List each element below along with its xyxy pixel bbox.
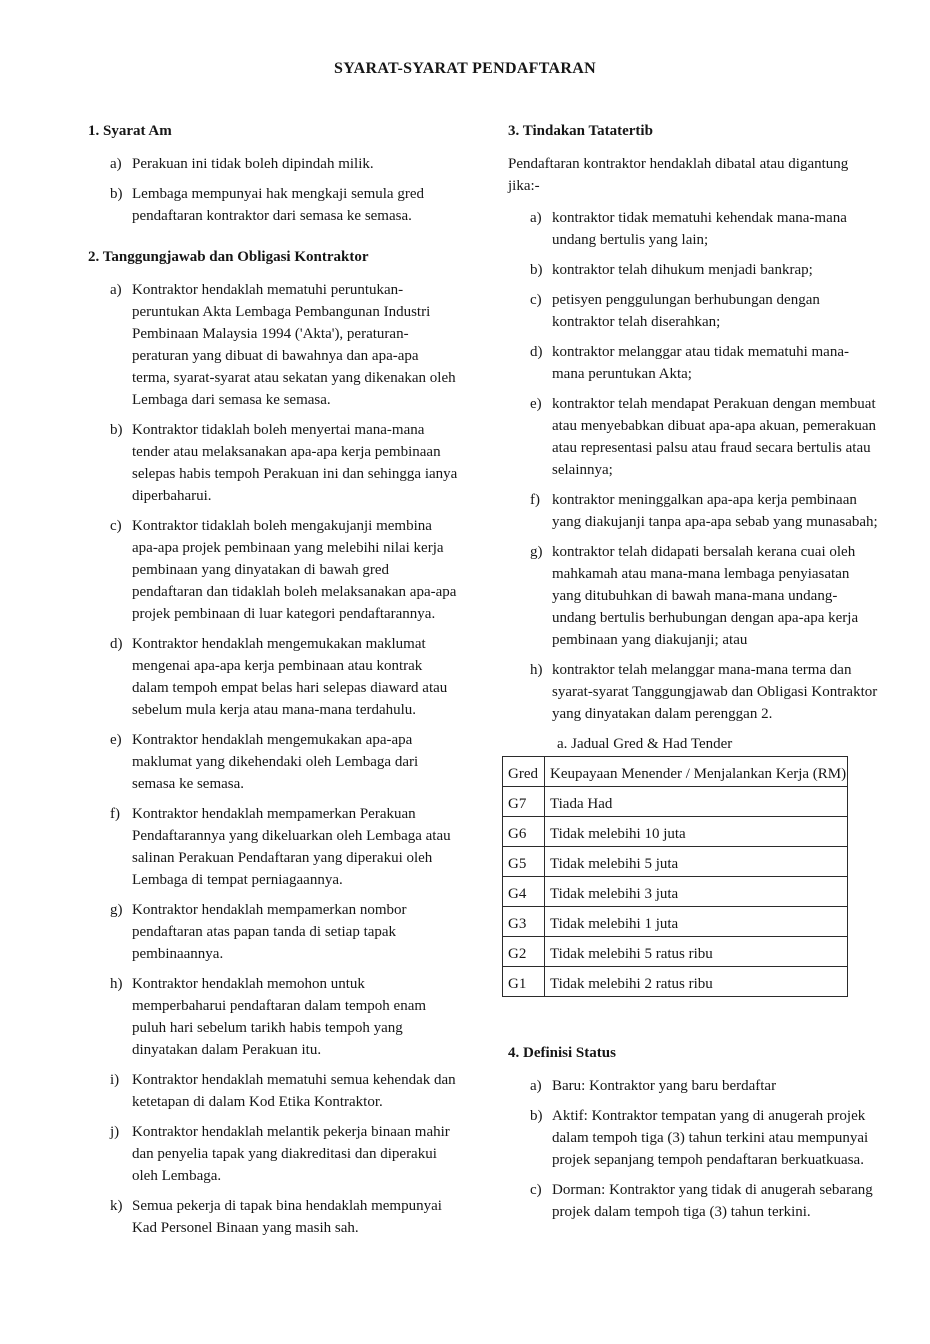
item-marker: d): [110, 636, 123, 652]
list-item: [508, 1105, 880, 1171]
list-item: [508, 1075, 880, 1097]
left-column: [88, 120, 460, 1247]
list-item: [508, 393, 880, 481]
grade-table-header-row: [503, 757, 848, 787]
item-text: petisyen penggulungan berhubungan dengan kontraktor telah diserahkan;: [552, 292, 820, 330]
list-item: [88, 1195, 460, 1239]
item-text: Kontraktor hendaklah mematuhi semua kehendak dan ketetapan di dalam Kod Etika Kontraktor.: [132, 1072, 456, 1110]
item-marker: h): [530, 662, 543, 678]
had-cell: Tidak melebihi 2 ratus ribu: [545, 967, 848, 997]
section-heading-syarat-am: 1. Syarat Am: [88, 123, 172, 139]
section-heading-tanggungjawab: 2. Tanggungjawab dan Obligasi Kontraktor: [88, 249, 369, 265]
had-cell: Tidak melebihi 5 ratus ribu: [545, 937, 848, 967]
list-item: [88, 633, 460, 721]
item-text: Kontraktor hendaklah mempamerkan Perakuan Pendaftarannya yang dikeluarkan oleh Lembaga atau salinan Perakuan Pendaftaran yang diperakui oleh Lembaga di tempat perniagaannya.: [132, 806, 451, 888]
item-text: Kontraktor hendaklah mematuhi peruntukan-peruntukan Akta Lembaga Pembangunan Industri Pembinaan Malaysia 1994 ('Akta'), peraturan-peraturan yang dibuat di bawahnya dan apa-apa terma, syarat-syarat atau sekatan yang dikenakan oleh Lembaga dari semasa ke semasa.: [132, 282, 456, 408]
tindakan-intro: Pendaftaran kontraktor hendaklah dibatal atau digantung jika:-: [508, 156, 849, 194]
item-marker: b): [530, 1108, 543, 1124]
item-marker: g): [530, 544, 543, 560]
item-marker: b): [110, 186, 123, 202]
item-marker: b): [110, 422, 123, 438]
had-cell: Tidak melebihi 1 juta: [545, 907, 848, 937]
tanggungjawab-items: [88, 279, 460, 1239]
had-cell: Tidak melebihi 5 juta: [545, 847, 848, 877]
grade-table: [502, 756, 848, 997]
table-row: [503, 907, 848, 937]
item-marker: h): [110, 976, 123, 992]
page-title: SYARAT-SYARAT PENDAFTARAN: [334, 60, 596, 77]
list-item: [88, 515, 460, 625]
item-text: kontraktor telah didapati bersalah kerana cuai oleh mahkamah atau mana-mana lembaga penyiasatan yang ditubuhkan di bawah mana-mana undang-undang bertulis berhubungan dengan apa-apa kerja pembinaan yang diakujanji; atau: [552, 544, 859, 648]
list-item: [508, 259, 880, 281]
item-text: Kontraktor hendaklah melantik pekerja binaan mahir dan penyelia tapak yang diakreditasi dan diperakui oleh Lembaga.: [132, 1124, 450, 1184]
definisi-items: [508, 1075, 880, 1223]
item-text: kontraktor telah melanggar mana-mana terma dan syarat-syarat Tanggungjawab dan Obligasi Kontraktor yang dinyatakan dalam perenggan 2.: [552, 662, 878, 722]
item-text: kontraktor meninggalkan apa-apa kerja pembinaan yang diakujanji tanpa apa-apa sebab yang munasabah;: [552, 492, 878, 530]
list-item: [508, 289, 880, 333]
item-text: kontraktor tidak mematuhi kehendak mana-mana undang bertulis yang lain;: [552, 210, 847, 248]
list-item: [88, 279, 460, 411]
item-marker: a): [110, 156, 122, 172]
item-text: Kontraktor hendaklah memohon untuk memperbaharui pendaftaran dalam tempoh enam puluh hari sebelum tarikh habis tempoh yang dinyatakan dalam Perakuan itu.: [132, 976, 427, 1058]
had-cell: Tidak melebihi 10 juta: [545, 817, 848, 847]
item-text: kontraktor melanggar atau tidak mematuhi mana-mana peruntukan Akta;: [552, 344, 849, 382]
had-cell: Tidak melebihi 3 juta: [545, 877, 848, 907]
item-text: Kontraktor hendaklah mengemukakan apa-apa maklumat yang dikehendaki oleh Lembaga dari semasa ke semasa.: [132, 732, 419, 792]
item-marker: c): [530, 1182, 542, 1198]
syarat-am-items: [88, 153, 460, 227]
gred-cell: G3: [503, 907, 545, 937]
item-marker: e): [110, 732, 122, 748]
grade-table-caption: a. Jadual Gred & Had Tender: [557, 736, 733, 752]
column-header-keupayaan: Keupayaan Menender / Menjalankan Kerja (RM): [545, 757, 848, 787]
item-marker: b): [530, 262, 543, 278]
item-text: Aktif: Kontraktor tempatan yang di anugerah projek dalam tempoh tiga (3) tahun terkini atau mempunyai projek sepanjang tempoh pendaftaran berkuatkuasa.: [552, 1108, 869, 1168]
item-text: Dorman: Kontraktor yang tidak di anugerah sebarang projek dalam tempoh tiga (3) tahun terkini.: [552, 1182, 873, 1220]
column-header-gred: Gred: [503, 757, 545, 787]
list-item: [88, 419, 460, 507]
item-marker: g): [110, 902, 123, 918]
list-item: [508, 489, 880, 533]
item-marker: a): [530, 210, 542, 226]
grade-table-block: [502, 733, 880, 997]
list-item: [88, 973, 460, 1061]
list-item: [508, 659, 880, 725]
section-heading-tindakan: 3. Tindakan Tatatertib: [508, 123, 653, 139]
item-marker: d): [530, 344, 543, 360]
item-marker: k): [110, 1198, 123, 1214]
right-column: [508, 120, 880, 1247]
table-row: [503, 937, 848, 967]
item-text: Lembaga mempunyai hak mengkaji semula gred pendaftaran kontraktor dari semasa ke semasa.: [132, 186, 424, 224]
item-marker: f): [110, 806, 120, 822]
list-item: [508, 541, 880, 651]
table-row: [503, 787, 848, 817]
item-text: Kontraktor hendaklah mengemukakan maklumat mengenai apa-apa kerja pembinaan atau kontrak dalam tempoh empat belas hari selepas diaward atau sebelum mula kerja atau mana-mana terdahulu.: [132, 636, 448, 718]
item-marker: j): [110, 1124, 120, 1140]
item-text: Perakuan ini tidak boleh dipindah milik.: [132, 156, 374, 172]
item-text: Semua pekerja di tapak bina hendaklah mempunyai Kad Personel Binaan yang masih sah.: [132, 1198, 442, 1236]
table-row: [503, 877, 848, 907]
list-item: [508, 341, 880, 385]
gred-cell: G5: [503, 847, 545, 877]
gred-cell: G6: [503, 817, 545, 847]
item-marker: a): [110, 282, 122, 298]
document-columns: [88, 120, 930, 1247]
item-marker: c): [530, 292, 542, 308]
list-item: [88, 729, 460, 795]
table-row: [503, 847, 848, 877]
list-item: [88, 803, 460, 891]
list-item: [88, 183, 460, 227]
list-item: [508, 1179, 880, 1223]
list-item: [88, 1121, 460, 1187]
item-text: kontraktor telah mendapat Perakuan dengan membuat atau menyebabkan dibuat apa-apa akuan, pemerakuan atau representasi palsu atau fraud secara bertulis atau selainnya;: [552, 396, 877, 478]
item-marker: f): [530, 492, 540, 508]
gred-cell: G4: [503, 877, 545, 907]
item-marker: e): [530, 396, 542, 412]
grade-table-head: [503, 757, 848, 787]
item-text: Kontraktor hendaklah mempamerkan nombor pendaftaran atas papan tanda di setiap tapak pembinaannya.: [132, 902, 407, 962]
gred-cell: G1: [503, 967, 545, 997]
section-heading-definisi: 4. Definisi Status: [508, 1045, 616, 1061]
item-text: Kontraktor tidaklah boleh menyertai mana-mana tender atau melaksanakan apa-apa kerja pembinaan selepas habis tempoh Perakuan ini dan sehingga ianya diperbaharui.: [132, 422, 458, 504]
item-text: Baru: Kontraktor yang baru berdaftar: [552, 1078, 777, 1094]
gred-cell: G2: [503, 937, 545, 967]
gred-cell: G7: [503, 787, 545, 817]
tindakan-items: [508, 207, 880, 725]
list-item: [88, 899, 460, 965]
had-cell: Tiada Had: [545, 787, 848, 817]
table-row: [503, 967, 848, 997]
list-item: [508, 207, 880, 251]
list-item: [88, 153, 460, 175]
item-marker: i): [110, 1072, 120, 1088]
item-text: kontraktor telah dihukum menjadi bankrap;: [552, 262, 813, 278]
item-text: Kontraktor tidaklah boleh mengakujanji membina apa-apa projek pembinaan yang melebihi nilai kerja pembinaan yang dinyatakan di bawah gred pendaftaran dan tidaklah boleh melaksanakan apa-apa projek pembinaan di luar kategori pendaftarannya.: [132, 518, 457, 622]
grade-table-body: [503, 787, 848, 997]
table-row: [503, 817, 848, 847]
list-item: [88, 1069, 460, 1113]
item-marker: a): [530, 1078, 542, 1094]
item-marker: c): [110, 518, 122, 534]
